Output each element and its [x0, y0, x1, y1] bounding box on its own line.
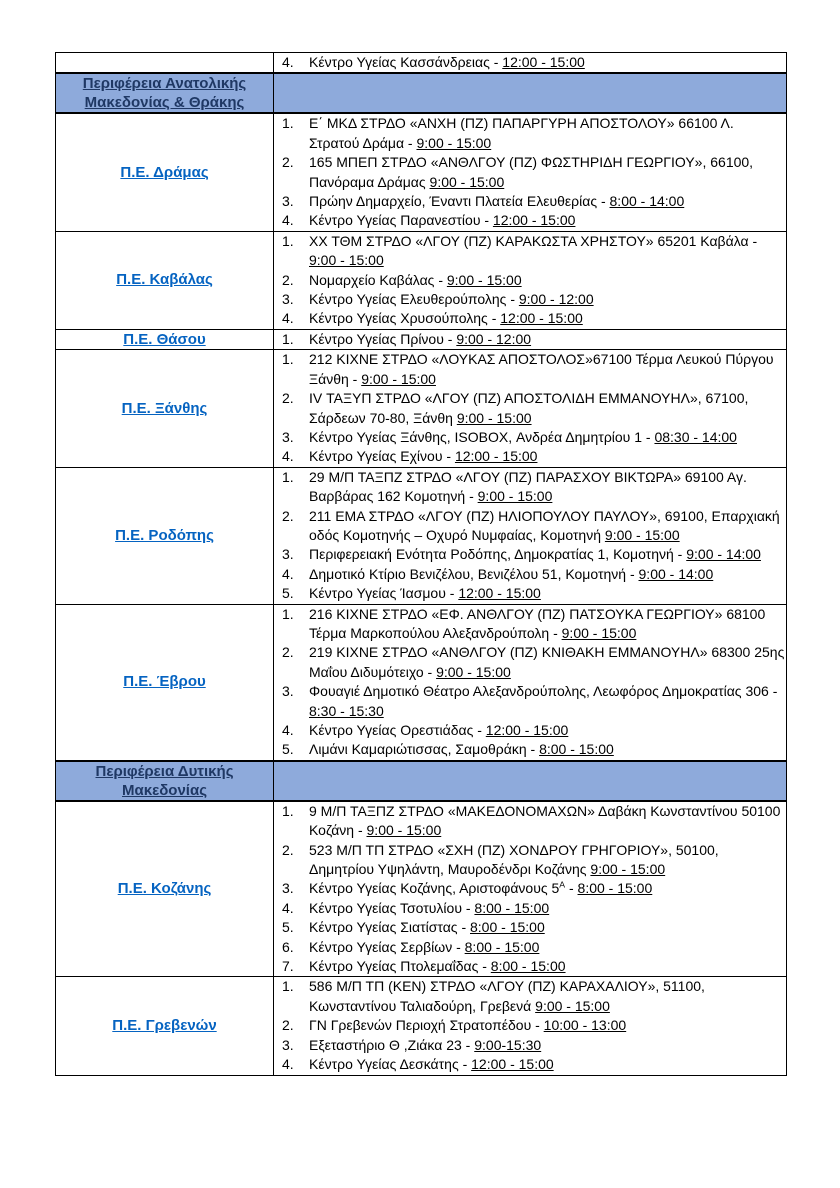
list-item-text	[309, 643, 786, 682]
list-item-number: 1.	[282, 605, 294, 622]
hours-text: 8:00 - 15:00	[464, 938, 540, 955]
list-item-text	[309, 879, 786, 898]
location-text: Κέντρο Υγείας Ξάνθης, ISOBOX, Ανδρέα Δημητρίου 1 -	[309, 428, 655, 445]
region-cell	[56, 977, 274, 1075]
list-item	[274, 389, 786, 428]
hours-text: 9:00 - 15:00	[416, 134, 492, 151]
list-item	[274, 271, 786, 290]
hours-text: 9:00 - 15:00	[604, 526, 680, 543]
list-item-text	[309, 802, 786, 841]
list-item-text	[309, 53, 786, 72]
list-item-text	[309, 721, 786, 740]
list-item	[274, 507, 786, 546]
list-item-number: 2.	[282, 154, 294, 171]
list-item	[274, 1036, 786, 1055]
hours-text: 9:00 - 15:00	[561, 624, 637, 641]
region-link[interactable]: Π.Ε. Έβρου	[123, 673, 206, 691]
superscript-text: Α	[559, 879, 566, 890]
list-item	[274, 938, 786, 957]
list-item	[274, 428, 786, 447]
list-item	[274, 447, 786, 466]
list-item	[274, 899, 786, 918]
list-item-number: 4.	[282, 448, 294, 465]
list-item	[274, 468, 786, 507]
table-row	[56, 231, 787, 329]
location-text: 211 ΕΜΑ ΣΤΡΔΟ «ΛΓΟΥ (ΠΖ) ΗΛΙΟΠΟΥΛΟΥ ΠΑΥΛΟΥ», 69100, Επαρχιακή οδός Κομοτηνής – Οχυρό Νυμφαίας, Κομοτηνή	[309, 507, 780, 543]
list-item	[274, 114, 786, 153]
region-link[interactable]: Π.Ε. Ξάνθης	[121, 399, 208, 417]
list-item-text	[309, 1016, 786, 1035]
list-item	[274, 682, 786, 721]
list-item-number: 3.	[282, 546, 294, 563]
list-item	[274, 977, 786, 1016]
list-item-text	[309, 977, 786, 1016]
list-item-number: 1.	[282, 330, 294, 347]
list-item-text	[309, 232, 786, 271]
list-item	[274, 330, 786, 349]
list-item	[274, 957, 786, 976]
region-link[interactable]: Π.Ε. Θάσου	[123, 330, 206, 348]
location-text: Εξεταστήριο Θ ,Ζιάκα 23 -	[309, 1036, 475, 1053]
list-item-number: 2.	[282, 390, 294, 407]
location-text: IV ΤΑΞΥΠ ΣΤΡΔΟ «ΛΓΟΥ (ΠΖ) ΑΠΟΣΤΟΛΙΔΗ ΕΜΜΑΝΟΥΗΛ», 67100, Σάρδεων 70-80, Ξάνθη	[309, 390, 749, 426]
location-text: Φουαγιέ Δημοτικό Θέατρο Αλεξανδρούπολης, Λεωφόρος Δημοκρατίας 306 -	[309, 683, 778, 700]
table-row	[56, 329, 787, 349]
list-item	[274, 290, 786, 309]
location-text: Κέντρο Υγείας Κοζάνης, Αριστοφάνους 5	[309, 880, 560, 897]
location-text: 523 Μ/Π ΤΠ ΣΤΡΔΟ «ΣΧΗ (ΠΖ) ΧΟΝΔΡΟΥ ΓΡΗΓΟΡΙΟΥ», 50100, Δημητρίου Υψηλάντη, Μαυροδένδρι Κοζάνης	[309, 841, 719, 878]
hours-text: 12:00 - 15:00	[454, 448, 538, 465]
hours-text: 8:00 - 15:00	[539, 741, 614, 758]
list-item-text	[309, 565, 786, 584]
list-item-text	[309, 114, 786, 153]
location-text: ΧΧ ΤΘΜ ΣΤΡΔΟ «ΛΓΟΥ (ΠΖ) ΚΑΡΑΚΩΣΤΑ ΧΡΗΣΤΟΥ» 65201 Καβάλα -	[309, 232, 758, 249]
list-item-text	[309, 330, 786, 349]
list-item-text	[309, 899, 786, 918]
list-item-text	[309, 153, 786, 192]
hours-text: 9:00 - 15:00	[590, 861, 666, 878]
list-item-number: 7.	[282, 958, 294, 975]
location-text: 29 Μ/Π ΤΑΞΠΖ ΣΤΡΔΟ «ΛΓΟΥ (ΠΖ) ΠΑΡΑΣΧΟΥ ΒΙΚΤΩΡΑ» 69100 Αγ. Βαρβάρας 162 Κομοτηνή -	[309, 468, 747, 505]
region-link[interactable]: Π.Ε. Δράμας	[120, 163, 209, 181]
section-header-link[interactable]: Περιφέρεια Ανατολικής Μακεδονίας & Θράκης	[82, 75, 247, 112]
list-item-number: 4.	[282, 1056, 294, 1073]
locations-cell	[274, 350, 787, 467]
location-text: 586 Μ/Π ΤΠ (ΚΕΝ) ΣΤΡΔΟ «ΛΓΟΥ (ΠΖ) ΚΑΡΑΧΑΛΙΟΥ», 51100, Κωνσταντίνου Ταλιαδούρη, Γρεβενά	[309, 978, 705, 1014]
hours-text: 9:00 - 15:00	[436, 663, 511, 680]
locations-cell	[274, 231, 787, 329]
list-item	[274, 211, 786, 230]
hours-text: 9:00 - 15:00	[477, 488, 553, 505]
locations-cell	[274, 467, 787, 604]
section-header-empty-cell	[274, 73, 787, 113]
hours-text: 9:00 - 12:00	[456, 330, 532, 347]
list-item	[274, 350, 786, 389]
list-item-text	[309, 211, 786, 230]
list-item-text	[309, 428, 786, 447]
table-row	[56, 604, 787, 761]
locations-cell	[274, 604, 787, 761]
hours-text: 12:00 - 15:00	[471, 1056, 554, 1073]
hours-text: 12:00 - 15:00	[485, 722, 569, 738]
hours-text: 12:00 - 15:00	[458, 585, 541, 602]
list-item-number: 3.	[282, 428, 294, 445]
list-item	[274, 643, 786, 682]
hours-text: 9:00 - 14:00	[638, 565, 714, 582]
location-text: Περιφερειακή Ενότητα Ροδόπης, Δημοκρατίας 1, Κομοτηνή -	[309, 546, 687, 563]
hours-text: 12:00 - 15:00	[492, 212, 576, 229]
location-text: 165 ΜΠΕΠ ΣΤΡΔΟ «ΑΝΘΛΓΟΥ (ΠΖ) ΦΩΣΤΗΡΙΔΗ ΓΕΩΡΓΙΟΥ», 66100, Πανόραμα Δράμας	[309, 154, 754, 190]
list-item-number: 4.	[282, 212, 294, 229]
hours-text: 12:00 - 15:00	[502, 54, 585, 70]
list-item-number: 5.	[282, 585, 294, 602]
hours-text: 9:00 - 15:00	[366, 822, 442, 839]
list-item-text	[309, 740, 786, 759]
locations-cell	[274, 801, 787, 977]
list-item	[274, 584, 786, 603]
location-text: 212 ΚΙΧΝΕ ΣΤΡΔΟ «ΛΟΥΚΑΣ ΑΠΟΣΤΟΛΟΣ»67100 Τέρμα Λευκού Πύργου Ξάνθη -	[309, 351, 774, 387]
list-item-number: 3.	[282, 193, 294, 210]
list-item	[274, 153, 786, 192]
list-item-text	[309, 192, 786, 211]
list-item	[274, 1016, 786, 1035]
hours-text: 12:00 - 15:00	[500, 310, 583, 327]
list-item-number: 5.	[282, 919, 294, 936]
location-text: Κέντρο Υγείας Χρυσούπολης -	[309, 310, 501, 327]
section-header-cell	[56, 73, 274, 113]
hours-text: 8:00 - 15:00	[470, 919, 545, 936]
list-item-text	[309, 468, 786, 507]
list-item-number: 2.	[282, 1017, 294, 1034]
location-text: Κέντρο Υγείας Πρίνου -	[309, 330, 457, 347]
list-item-number: 3.	[282, 683, 294, 700]
hours-text: 9:00 - 12:00	[518, 291, 594, 308]
hours-text: 8:30 - 15:30	[309, 702, 384, 719]
list-item	[274, 605, 786, 644]
hours-text: 9:00 - 14:00	[686, 546, 761, 563]
hours-text: 9:00-15:30	[474, 1036, 542, 1053]
location-text: ΓΝ Γρεβενών Περιοχή Στρατοπέδου -	[309, 1017, 544, 1034]
list-item-text	[309, 938, 786, 957]
list-item	[274, 565, 786, 584]
locations-cell	[274, 53, 787, 74]
region-cell	[56, 329, 274, 349]
region-link[interactable]: Π.Ε. Γρεβενών	[112, 1016, 217, 1034]
hours-text: 9:00 - 15:00	[456, 409, 532, 426]
list-item-number: 2.	[282, 644, 294, 661]
list-item-number: 1.	[282, 115, 294, 132]
list-item-text	[309, 1036, 786, 1055]
list-item-number: 3.	[282, 291, 294, 308]
section-header-link[interactable]: Περιφέρεια Δυτικής Μακεδονίας	[95, 762, 234, 799]
table-row	[56, 467, 787, 604]
list-item-number: 3.	[282, 1036, 294, 1053]
list-item	[274, 740, 786, 759]
list-item-text	[309, 271, 786, 290]
hours-text: 9:00 - 15:00	[535, 997, 610, 1014]
list-item-number: 1.	[282, 351, 294, 368]
location-text: Κέντρο Υγείας Εχίνου -	[309, 448, 455, 465]
hours-text: 8:00 - 15:00	[577, 880, 653, 897]
location-text: Κέντρο Υγείας Ίασμου -	[309, 585, 459, 602]
location-text: Κέντρο Υγείας Πτολεμαΐδας -	[309, 958, 491, 975]
locations-cell	[274, 977, 787, 1075]
list-item-number: 5.	[282, 741, 294, 758]
table-row	[56, 350, 787, 467]
list-item-text	[309, 389, 786, 428]
list-item-text	[309, 584, 786, 603]
list-item-number: 2.	[282, 271, 294, 288]
table-row	[56, 977, 787, 1075]
list-item	[274, 192, 786, 211]
location-text: Κέντρο Υγείας Κασσάνδρειας -	[309, 54, 503, 70]
section-header-cell	[56, 761, 274, 801]
hours-text: 8:00 - 14:00	[609, 193, 685, 210]
vaccination-locations-table	[55, 52, 787, 1076]
list-item-number: 6.	[282, 938, 294, 955]
list-item-text	[309, 1055, 786, 1074]
list-item-text	[309, 918, 786, 937]
list-item	[274, 232, 786, 271]
location-text: Κέντρο Υγείας Ελευθερούπολης -	[309, 291, 519, 308]
list-item	[274, 545, 786, 564]
locations-cell	[274, 329, 787, 349]
location-text: Κέντρο Υγείας Τσοτυλίου -	[309, 899, 475, 916]
location-text: Κέντρο Υγείας Παρανεστίου -	[309, 212, 493, 229]
hours-text: 8:00 - 15:00	[490, 958, 566, 975]
list-item	[274, 802, 786, 841]
list-item-text	[309, 309, 786, 328]
region-cell	[56, 231, 274, 329]
location-text: Πρώην Δημαρχείο, Έναντι Πλατεία Ελευθερίας -	[309, 193, 610, 210]
location-text: Κέντρο Υγείας Δεσκάτης -	[309, 1056, 472, 1073]
section-header-row	[56, 73, 787, 113]
list-item-text	[309, 290, 786, 309]
location-text-cont: -	[565, 880, 578, 897]
table-row	[56, 801, 787, 977]
section-header-empty-cell	[274, 761, 787, 801]
hours-text: 08:30 - 14:00	[654, 428, 737, 445]
location-text: Ε΄ ΜΚΔ ΣΤΡΔΟ «ΑΝΧΗ (ΠΖ) ΠΑΠΑΡΓΥΡΗ ΑΠΟΣΤΟΛΟΥ» 66100 Λ. Στρατού Δράμα -	[309, 115, 734, 151]
list-item-text	[309, 957, 786, 976]
list-item	[274, 309, 786, 328]
region-cell	[56, 350, 274, 467]
list-item-text	[309, 350, 786, 389]
region-cell	[56, 53, 274, 74]
list-item-number: 2.	[282, 507, 294, 524]
table-row	[56, 113, 787, 231]
list-item	[274, 721, 786, 740]
hours-text: 9:00 - 15:00	[361, 370, 436, 387]
list-item-number: 1.	[282, 468, 294, 485]
list-item	[274, 53, 786, 72]
hours-text: 9:00 - 15:00	[429, 173, 505, 190]
list-item-number: 4.	[282, 565, 294, 582]
list-item-number: 2.	[282, 841, 294, 858]
list-item	[274, 841, 786, 880]
hours-text: 9:00 - 15:00	[446, 271, 522, 288]
table-row	[56, 53, 787, 74]
list-item-text	[309, 507, 786, 546]
region-cell	[56, 604, 274, 761]
list-item	[274, 918, 786, 937]
hours-text: 10:00 - 13:00	[543, 1017, 627, 1034]
region-link[interactable]: Π.Ε. Καβάλας	[116, 271, 213, 289]
location-text: Κέντρο Υγείας Ορεστιάδας -	[309, 722, 486, 738]
list-item-text	[309, 545, 786, 564]
list-item-number: 4.	[282, 54, 294, 70]
region-cell	[56, 467, 274, 604]
list-item-text	[309, 605, 786, 644]
list-item-number: 1.	[282, 978, 294, 995]
list-item-text	[309, 447, 786, 466]
hours-text: 8:00 - 15:00	[474, 899, 550, 916]
location-text: 216 ΚΙΧΝΕ ΣΤΡΔΟ «ΕΦ. ΑΝΘΛΓΟΥ (ΠΖ) ΠΑΤΣΟΥΚΑ ΓΕΩΡΓΙΟΥ» 68100 Τέρμα Μαρκοπούλου Αλεξανδρούπολη -	[309, 605, 766, 641]
list-item-number: 3.	[282, 880, 294, 897]
list-item-text	[309, 682, 786, 721]
location-text: Κέντρο Υγείας Σερβίων -	[309, 938, 465, 955]
location-text: 9 Μ/Π ΤΑΞΠΖ ΣΤΡΔΟ «ΜΑΚΕΔΟΝΟΜΑΧΩΝ» Δαβάκη Κωνσταντίνου 50100 Κοζάνη -	[309, 802, 781, 839]
list-item-text	[309, 841, 786, 880]
list-item	[274, 879, 786, 898]
location-text: Κέντρο Υγείας Σιατίστας -	[309, 919, 470, 936]
locations-cell	[274, 113, 787, 231]
location-text: Λιμάνι Καμαριώτισσας, Σαμοθράκη -	[309, 741, 540, 758]
location-text: Δημοτικό Κτίριο Βενιζέλου, Βενιζέλου 51, Κομοτηνή -	[309, 565, 639, 582]
list-item-number: 4.	[282, 310, 294, 327]
region-cell	[56, 801, 274, 977]
list-item-number: 1.	[282, 802, 294, 819]
region-cell	[56, 113, 274, 231]
location-text: Νομαρχείο Καβάλας -	[309, 271, 447, 288]
location-text: 219 ΚΙΧΝΕ ΣΤΡΔΟ «ΑΝΘΛΓΟΥ (ΠΖ) ΚΝΙΘΑΚΗ ΕΜΜΑΝΟΥΗΛ» 68300 25ης Μαΐου Διδυμότειχο -	[309, 644, 785, 680]
list-item	[274, 1055, 786, 1074]
section-header-row	[56, 761, 787, 801]
list-item-number: 4.	[282, 722, 294, 738]
hours-text: 9:00 - 15:00	[309, 252, 384, 269]
region-link[interactable]: Π.Ε. Κοζάνης	[117, 880, 212, 898]
list-item-number: 1.	[282, 232, 294, 249]
list-item-number: 4.	[282, 899, 294, 916]
region-link[interactable]: Π.Ε. Ροδόπης	[115, 526, 214, 544]
